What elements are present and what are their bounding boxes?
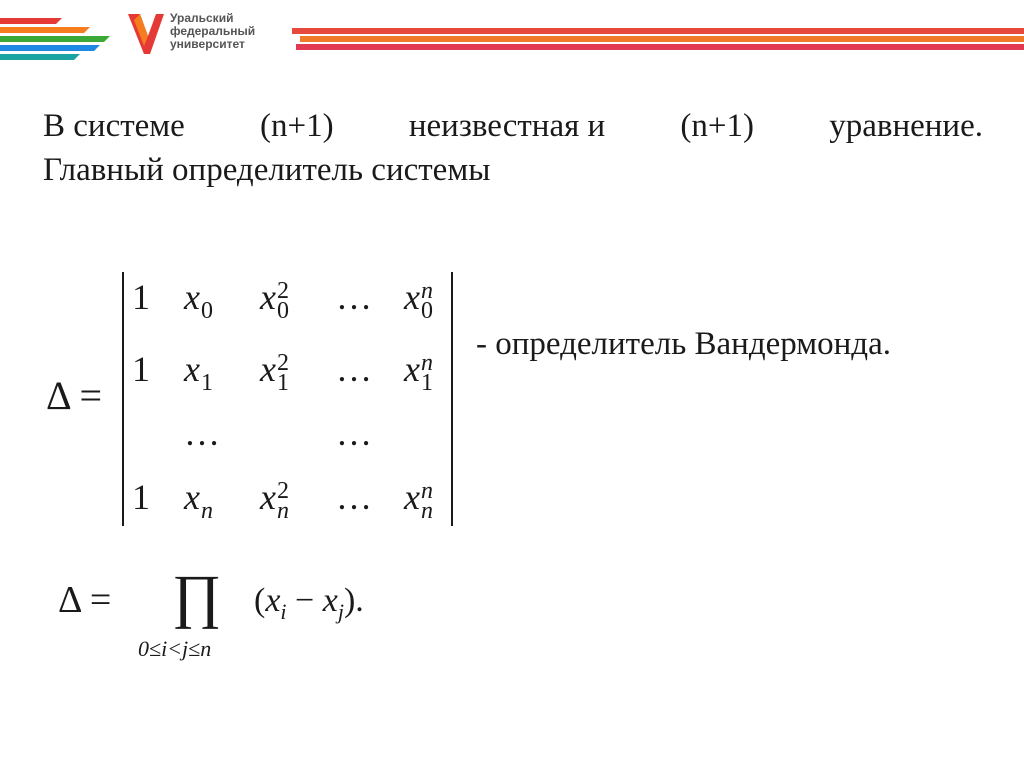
determinant-lhs: Δ = — [46, 373, 103, 418]
intro-line-1 — [43, 104, 983, 148]
logo-line-3: университет — [170, 37, 245, 51]
matrix-cell-r3-c0: 1 — [132, 477, 150, 517]
determinant-right-bar — [451, 272, 453, 526]
university-logo-icon — [126, 10, 166, 58]
logo-line-2: федеральный — [170, 24, 256, 38]
product-lhs: Δ = — [58, 579, 112, 621]
product-limits: 0≤i<j≤n — [138, 636, 212, 661]
intro-word-3: уравнение. — [829, 108, 983, 144]
product-expression: $(x_i - x_j)$. — [254, 582, 364, 624]
matrix-cell-r0-c4: x n 0 — [404, 277, 433, 324]
determinant-left-bar — [122, 272, 124, 526]
university-name — [170, 12, 280, 51]
matrix-cell-r0-c0: 1 — [132, 277, 150, 317]
matrix-cell-r1-c3: … — [336, 349, 372, 389]
matrix-cell-r0-c2: x 2 0 — [260, 277, 289, 324]
color-stripes-logo — [0, 18, 112, 62]
intro-math-2: (n+1) — [680, 108, 754, 144]
matrix-cell-r1-c1: x 1 — [184, 349, 213, 396]
matrix-cell-r2-c1: … — [184, 413, 220, 453]
matrix-cell-r1-c4: x n 1 — [404, 349, 433, 396]
intro-paragraph — [43, 104, 983, 192]
matrix-cell-r2-c3: … — [336, 413, 372, 453]
logo-line-1: Уральский — [170, 11, 234, 25]
matrix-cell-r0-c3: … — [336, 277, 372, 317]
matrix-cell-r0-c1: x 0 — [184, 277, 213, 324]
header — [0, 0, 1024, 66]
intro-word-1: В системе — [43, 108, 185, 144]
matrix-cell-r3-c2: x 2 n — [260, 477, 289, 524]
header-band-orange — [300, 36, 1024, 42]
matrix-cell-r3-c3: … — [336, 477, 372, 517]
matrix-cell-r1-c0: 1 — [132, 349, 150, 389]
product-sign: ∏ — [172, 563, 222, 629]
matrix-cell-r3-c4: x n n — [404, 477, 433, 524]
intro-word-2: неизвестная и — [408, 108, 606, 144]
intro-math-1: (n+1) — [260, 108, 334, 144]
matrix-cell-r3-c1: x n — [184, 477, 213, 524]
vandermonde-label: - определитель Вандермонда. — [476, 326, 891, 362]
header-band-red — [292, 28, 1024, 34]
intro-line-2: Главный определитель системы — [43, 152, 491, 188]
matrix-cell-r1-c2: x 2 1 — [260, 349, 289, 396]
header-band-pink — [296, 44, 1024, 50]
